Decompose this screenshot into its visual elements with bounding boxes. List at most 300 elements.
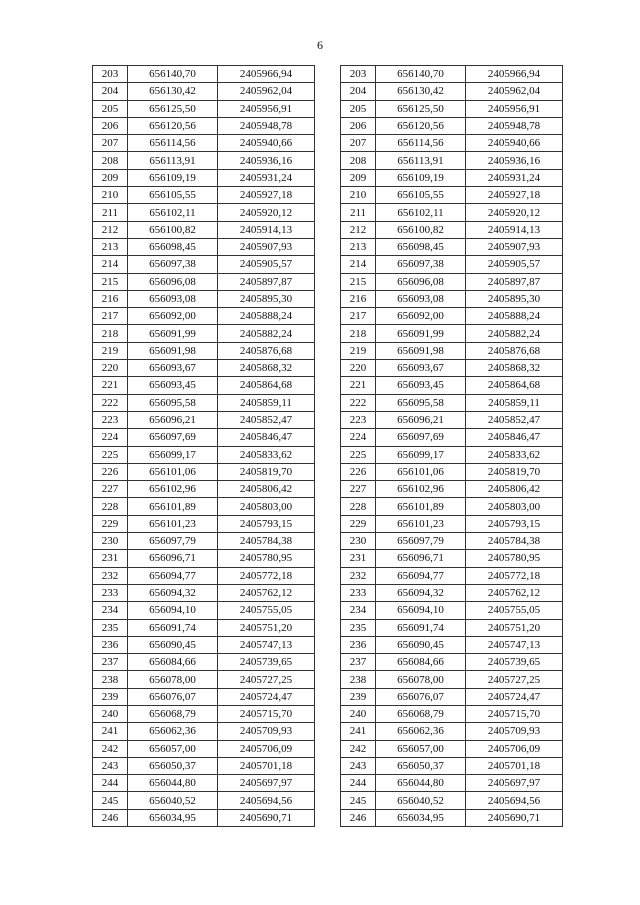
x-coordinate-cell: 656097,69: [128, 429, 218, 446]
table-row: [93, 66, 315, 83]
point-number-cell: 229: [93, 515, 128, 532]
y-coordinate-cell: 2405927,18: [466, 187, 563, 204]
x-coordinate-cell: 656114,56: [376, 135, 466, 152]
y-coordinate-cell: 2405697,97: [218, 775, 315, 792]
x-coordinate-cell: 656057,00: [128, 740, 218, 757]
x-coordinate-cell: 656101,89: [376, 498, 466, 515]
table-row: [341, 411, 563, 428]
point-number-cell: 242: [341, 740, 376, 757]
y-coordinate-cell: 2405936,16: [466, 152, 563, 169]
y-coordinate-cell: 2405706,09: [218, 740, 315, 757]
point-number-cell: 245: [341, 792, 376, 809]
x-coordinate-cell: 656078,00: [376, 671, 466, 688]
y-coordinate-cell: 2405727,25: [466, 671, 563, 688]
x-coordinate-cell: 656125,50: [128, 100, 218, 117]
y-coordinate-cell: 2405882,24: [466, 325, 563, 342]
point-number-cell: 211: [341, 204, 376, 221]
table-row: [341, 636, 563, 653]
table-row: [93, 411, 315, 428]
point-number-cell: 245: [93, 792, 128, 809]
y-coordinate-cell: 2405931,24: [218, 169, 315, 186]
y-coordinate-cell: 2405876,68: [218, 342, 315, 359]
point-number-cell: 233: [93, 584, 128, 601]
point-number-cell: 241: [341, 723, 376, 740]
table-row: [93, 723, 315, 740]
y-coordinate-cell: 2405859,11: [466, 394, 563, 411]
point-number-cell: 228: [341, 498, 376, 515]
y-coordinate-cell: 2405931,24: [466, 169, 563, 186]
y-coordinate-cell: 2405914,13: [218, 221, 315, 238]
x-coordinate-cell: 656076,07: [128, 688, 218, 705]
table-row: [341, 100, 563, 117]
coordinates-table-right-body: [341, 66, 563, 827]
table-row: [341, 688, 563, 705]
table-row: [93, 602, 315, 619]
x-coordinate-cell: 656098,45: [376, 238, 466, 255]
x-coordinate-cell: 656091,99: [128, 325, 218, 342]
point-number-cell: 219: [341, 342, 376, 359]
table-row: [93, 550, 315, 567]
point-number-cell: 238: [341, 671, 376, 688]
y-coordinate-cell: 2405936,16: [218, 152, 315, 169]
point-number-cell: 206: [93, 117, 128, 134]
table-row: [93, 169, 315, 186]
y-coordinate-cell: 2405868,32: [466, 360, 563, 377]
table-row: [93, 204, 315, 221]
y-coordinate-cell: 2405727,25: [218, 671, 315, 688]
y-coordinate-cell: 2405962,04: [218, 83, 315, 100]
y-coordinate-cell: 2405724,47: [218, 688, 315, 705]
point-number-cell: 234: [93, 602, 128, 619]
y-coordinate-cell: 2405956,91: [466, 100, 563, 117]
point-number-cell: 215: [341, 273, 376, 290]
point-number-cell: 221: [93, 377, 128, 394]
point-number-cell: 210: [93, 187, 128, 204]
y-coordinate-cell: 2405920,12: [466, 204, 563, 221]
y-coordinate-cell: 2405755,05: [218, 602, 315, 619]
table-row: [93, 256, 315, 273]
y-coordinate-cell: 2405966,94: [218, 66, 315, 83]
table-row: [93, 533, 315, 550]
point-number-cell: 214: [341, 256, 376, 273]
x-coordinate-cell: 656091,98: [128, 342, 218, 359]
x-coordinate-cell: 656097,38: [128, 256, 218, 273]
y-coordinate-cell: 2405694,56: [218, 792, 315, 809]
x-coordinate-cell: 656130,42: [128, 83, 218, 100]
point-number-cell: 206: [341, 117, 376, 134]
y-coordinate-cell: 2405803,00: [466, 498, 563, 515]
y-coordinate-cell: 2405739,65: [466, 654, 563, 671]
y-coordinate-cell: 2405755,05: [466, 602, 563, 619]
point-number-cell: 213: [93, 238, 128, 255]
table-row: [93, 394, 315, 411]
point-number-cell: 240: [93, 705, 128, 722]
table-row: [341, 498, 563, 515]
point-number-cell: 236: [341, 636, 376, 653]
coordinates-table-left: [92, 65, 315, 827]
x-coordinate-cell: 656096,08: [128, 273, 218, 290]
point-number-cell: 224: [341, 429, 376, 446]
table-row: [341, 757, 563, 774]
point-number-cell: 246: [341, 809, 376, 826]
table-row: [341, 446, 563, 463]
point-number-cell: 212: [93, 221, 128, 238]
point-number-cell: 220: [341, 360, 376, 377]
x-coordinate-cell: 656100,82: [376, 221, 466, 238]
table-row: [341, 792, 563, 809]
point-number-cell: 205: [93, 100, 128, 117]
y-coordinate-cell: 2405806,42: [218, 481, 315, 498]
y-coordinate-cell: 2405780,95: [218, 550, 315, 567]
point-number-cell: 211: [93, 204, 128, 221]
point-number-cell: 203: [93, 66, 128, 83]
y-coordinate-cell: 2405888,24: [218, 308, 315, 325]
table-row: [341, 152, 563, 169]
table-row: [93, 342, 315, 359]
point-number-cell: 235: [93, 619, 128, 636]
table-row: [341, 66, 563, 83]
table-row: [93, 740, 315, 757]
point-number-cell: 215: [93, 273, 128, 290]
table-row: [341, 602, 563, 619]
table-row: [341, 83, 563, 100]
x-coordinate-cell: 656120,56: [376, 117, 466, 134]
x-coordinate-cell: 656105,55: [376, 187, 466, 204]
x-coordinate-cell: 656090,45: [376, 636, 466, 653]
table-row: [341, 533, 563, 550]
x-coordinate-cell: 656102,96: [376, 481, 466, 498]
x-coordinate-cell: 656068,79: [376, 705, 466, 722]
x-coordinate-cell: 656095,58: [128, 394, 218, 411]
y-coordinate-cell: 2405897,87: [218, 273, 315, 290]
point-number-cell: 233: [341, 584, 376, 601]
table-row: [93, 636, 315, 653]
table-row: [341, 671, 563, 688]
x-coordinate-cell: 656050,37: [376, 757, 466, 774]
point-number-cell: 204: [93, 83, 128, 100]
table-row: [341, 169, 563, 186]
table-row: [93, 238, 315, 255]
y-coordinate-cell: 2405690,71: [466, 809, 563, 826]
x-coordinate-cell: 656096,71: [128, 550, 218, 567]
point-number-cell: 230: [93, 533, 128, 550]
y-coordinate-cell: 2405715,70: [218, 705, 315, 722]
x-coordinate-cell: 656130,42: [376, 83, 466, 100]
y-coordinate-cell: 2405927,18: [218, 187, 315, 204]
table-row: [93, 360, 315, 377]
y-coordinate-cell: 2405876,68: [466, 342, 563, 359]
y-coordinate-cell: 2405940,66: [466, 135, 563, 152]
point-number-cell: 232: [341, 567, 376, 584]
x-coordinate-cell: 656099,17: [376, 446, 466, 463]
y-coordinate-cell: 2405819,70: [218, 463, 315, 480]
y-coordinate-cell: 2405833,62: [218, 446, 315, 463]
table-row: [341, 394, 563, 411]
table-row: [93, 705, 315, 722]
x-coordinate-cell: 656120,56: [128, 117, 218, 134]
y-coordinate-cell: 2405940,66: [218, 135, 315, 152]
point-number-cell: 221: [341, 377, 376, 394]
x-coordinate-cell: 656096,21: [376, 411, 466, 428]
x-coordinate-cell: 656094,10: [376, 602, 466, 619]
table-row: [341, 515, 563, 532]
table-row: [93, 429, 315, 446]
point-number-cell: 219: [93, 342, 128, 359]
y-coordinate-cell: 2405907,93: [466, 238, 563, 255]
y-coordinate-cell: 2405762,12: [466, 584, 563, 601]
point-number-cell: 209: [93, 169, 128, 186]
x-coordinate-cell: 656097,79: [376, 533, 466, 550]
point-number-cell: 222: [341, 394, 376, 411]
y-coordinate-cell: 2405751,20: [218, 619, 315, 636]
table-row: [93, 308, 315, 325]
y-coordinate-cell: 2405772,18: [218, 567, 315, 584]
table-row: [93, 515, 315, 532]
point-number-cell: 243: [93, 757, 128, 774]
table-row: [341, 308, 563, 325]
y-coordinate-cell: 2405784,38: [466, 533, 563, 550]
page-number: 6: [317, 38, 323, 52]
table-row: [93, 290, 315, 307]
point-number-cell: 226: [93, 463, 128, 480]
table-row: [93, 446, 315, 463]
x-coordinate-cell: 656095,58: [376, 394, 466, 411]
y-coordinate-cell: 2405897,87: [466, 273, 563, 290]
point-number-cell: 242: [93, 740, 128, 757]
y-coordinate-cell: 2405819,70: [466, 463, 563, 480]
x-coordinate-cell: 656040,52: [128, 792, 218, 809]
y-coordinate-cell: 2405784,38: [218, 533, 315, 550]
y-coordinate-cell: 2405739,65: [218, 654, 315, 671]
point-number-cell: 217: [93, 308, 128, 325]
table-row: [341, 204, 563, 221]
point-number-cell: 229: [341, 515, 376, 532]
y-coordinate-cell: 2405895,30: [466, 290, 563, 307]
x-coordinate-cell: 656097,69: [376, 429, 466, 446]
table-row: [93, 152, 315, 169]
table-row: [341, 463, 563, 480]
point-number-cell: 216: [93, 290, 128, 307]
x-coordinate-cell: 656034,95: [376, 809, 466, 826]
table-row: [341, 654, 563, 671]
table-row: [341, 481, 563, 498]
x-coordinate-cell: 656094,77: [128, 567, 218, 584]
y-coordinate-cell: 2405948,78: [218, 117, 315, 134]
y-coordinate-cell: 2405956,91: [218, 100, 315, 117]
y-coordinate-cell: 2405803,00: [218, 498, 315, 515]
table-row: [341, 187, 563, 204]
table-row: [341, 117, 563, 134]
x-coordinate-cell: 656062,36: [128, 723, 218, 740]
x-coordinate-cell: 656094,32: [128, 584, 218, 601]
y-coordinate-cell: 2405715,70: [466, 705, 563, 722]
y-coordinate-cell: 2405747,13: [466, 636, 563, 653]
table-row: [341, 429, 563, 446]
y-coordinate-cell: 2405694,56: [466, 792, 563, 809]
x-coordinate-cell: 656109,19: [376, 169, 466, 186]
y-coordinate-cell: 2405948,78: [466, 117, 563, 134]
table-row: [341, 360, 563, 377]
y-coordinate-cell: 2405914,13: [466, 221, 563, 238]
point-number-cell: 217: [341, 308, 376, 325]
point-number-cell: 232: [93, 567, 128, 584]
x-coordinate-cell: 656097,38: [376, 256, 466, 273]
table-row: [341, 705, 563, 722]
y-coordinate-cell: 2405966,94: [466, 66, 563, 83]
x-coordinate-cell: 656044,80: [128, 775, 218, 792]
point-number-cell: 237: [93, 654, 128, 671]
point-number-cell: 208: [341, 152, 376, 169]
point-number-cell: 230: [341, 533, 376, 550]
table-row: [341, 342, 563, 359]
y-coordinate-cell: 2405762,12: [218, 584, 315, 601]
y-coordinate-cell: 2405846,47: [218, 429, 315, 446]
table-row: [341, 740, 563, 757]
y-coordinate-cell: 2405882,24: [218, 325, 315, 342]
point-number-cell: 227: [93, 481, 128, 498]
x-coordinate-cell: 656093,08: [128, 290, 218, 307]
y-coordinate-cell: 2405905,57: [466, 256, 563, 273]
point-number-cell: 244: [341, 775, 376, 792]
point-number-cell: 203: [341, 66, 376, 83]
point-number-cell: 210: [341, 187, 376, 204]
x-coordinate-cell: 656096,21: [128, 411, 218, 428]
point-number-cell: 246: [93, 809, 128, 826]
x-coordinate-cell: 656140,70: [376, 66, 466, 83]
x-coordinate-cell: 656091,74: [128, 619, 218, 636]
point-number-cell: 223: [341, 411, 376, 428]
point-number-cell: 220: [93, 360, 128, 377]
point-number-cell: 208: [93, 152, 128, 169]
table-row: [93, 671, 315, 688]
x-coordinate-cell: 656093,45: [376, 377, 466, 394]
point-number-cell: 231: [341, 550, 376, 567]
point-number-cell: 228: [93, 498, 128, 515]
x-coordinate-cell: 656093,08: [376, 290, 466, 307]
y-coordinate-cell: 2405864,68: [218, 377, 315, 394]
y-coordinate-cell: 2405895,30: [218, 290, 315, 307]
x-coordinate-cell: 656109,19: [128, 169, 218, 186]
y-coordinate-cell: 2405962,04: [466, 83, 563, 100]
table-row: [341, 325, 563, 342]
y-coordinate-cell: 2405751,20: [466, 619, 563, 636]
x-coordinate-cell: 656093,45: [128, 377, 218, 394]
point-number-cell: 225: [93, 446, 128, 463]
x-coordinate-cell: 656092,00: [128, 308, 218, 325]
point-number-cell: 224: [93, 429, 128, 446]
table-row: [93, 584, 315, 601]
y-coordinate-cell: 2405772,18: [466, 567, 563, 584]
x-coordinate-cell: 656114,56: [128, 135, 218, 152]
x-coordinate-cell: 656044,80: [376, 775, 466, 792]
table-row: [341, 377, 563, 394]
y-coordinate-cell: 2405690,71: [218, 809, 315, 826]
x-coordinate-cell: 656093,67: [128, 360, 218, 377]
table-row: [341, 238, 563, 255]
x-coordinate-cell: 656113,91: [376, 152, 466, 169]
y-coordinate-cell: 2405888,24: [466, 308, 563, 325]
y-coordinate-cell: 2405793,15: [218, 515, 315, 532]
x-coordinate-cell: 656094,32: [376, 584, 466, 601]
y-coordinate-cell: 2405864,68: [466, 377, 563, 394]
x-coordinate-cell: 656102,11: [128, 204, 218, 221]
y-coordinate-cell: 2405701,18: [218, 757, 315, 774]
table-row: [93, 619, 315, 636]
y-coordinate-cell: 2405701,18: [466, 757, 563, 774]
x-coordinate-cell: 656093,67: [376, 360, 466, 377]
table-row: [341, 567, 563, 584]
y-coordinate-cell: 2405833,62: [466, 446, 563, 463]
point-number-cell: 244: [93, 775, 128, 792]
table-row: [93, 654, 315, 671]
y-coordinate-cell: 2405793,15: [466, 515, 563, 532]
table-row: [93, 498, 315, 515]
x-coordinate-cell: 656090,45: [128, 636, 218, 653]
x-coordinate-cell: 656084,66: [128, 654, 218, 671]
point-number-cell: 227: [341, 481, 376, 498]
y-coordinate-cell: 2405846,47: [466, 429, 563, 446]
table-row: [341, 775, 563, 792]
y-coordinate-cell: 2405905,57: [218, 256, 315, 273]
x-coordinate-cell: 656099,17: [128, 446, 218, 463]
point-number-cell: 239: [93, 688, 128, 705]
point-number-cell: 240: [341, 705, 376, 722]
table-row: [341, 584, 563, 601]
x-coordinate-cell: 656091,99: [376, 325, 466, 342]
x-coordinate-cell: 656101,89: [128, 498, 218, 515]
y-coordinate-cell: 2405920,12: [218, 204, 315, 221]
table-row: [341, 723, 563, 740]
point-number-cell: 218: [341, 325, 376, 342]
x-coordinate-cell: 656125,50: [376, 100, 466, 117]
point-number-cell: 222: [93, 394, 128, 411]
table-row: [93, 325, 315, 342]
table-row: [93, 481, 315, 498]
point-number-cell: 216: [341, 290, 376, 307]
table-row: [93, 100, 315, 117]
table-row: [93, 187, 315, 204]
y-coordinate-cell: 2405780,95: [466, 550, 563, 567]
y-coordinate-cell: 2405859,11: [218, 394, 315, 411]
table-row: [93, 567, 315, 584]
coordinates-table-left-body: [93, 66, 315, 827]
table-row: [341, 221, 563, 238]
point-number-cell: 236: [93, 636, 128, 653]
x-coordinate-cell: 656050,37: [128, 757, 218, 774]
y-coordinate-cell: 2405697,97: [466, 775, 563, 792]
y-coordinate-cell: 2405709,93: [466, 723, 563, 740]
x-coordinate-cell: 656101,06: [376, 463, 466, 480]
x-coordinate-cell: 656057,00: [376, 740, 466, 757]
table-row: [93, 463, 315, 480]
point-number-cell: 212: [341, 221, 376, 238]
point-number-cell: 239: [341, 688, 376, 705]
x-coordinate-cell: 656091,98: [376, 342, 466, 359]
table-row: [93, 688, 315, 705]
table-row: [341, 135, 563, 152]
point-number-cell: 231: [93, 550, 128, 567]
x-coordinate-cell: 656078,00: [128, 671, 218, 688]
x-coordinate-cell: 656094,77: [376, 567, 466, 584]
table-row: [93, 377, 315, 394]
x-coordinate-cell: 656062,36: [376, 723, 466, 740]
x-coordinate-cell: 656097,79: [128, 533, 218, 550]
x-coordinate-cell: 656068,79: [128, 705, 218, 722]
x-coordinate-cell: 656101,23: [376, 515, 466, 532]
table-row: [341, 619, 563, 636]
table-row: [93, 775, 315, 792]
table-row: [341, 290, 563, 307]
